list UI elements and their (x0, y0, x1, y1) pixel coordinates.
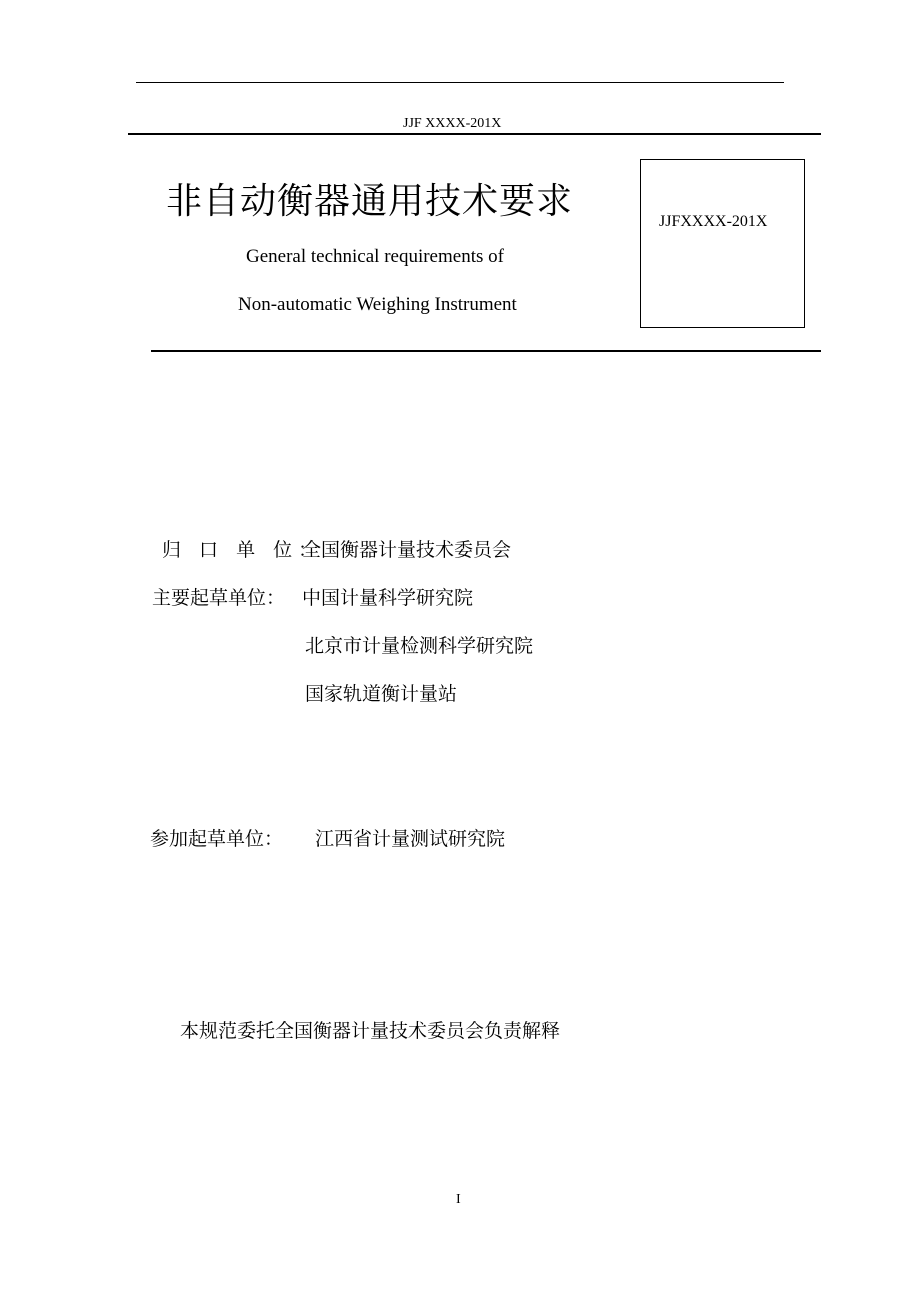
document-code-box (640, 159, 805, 328)
main-drafting-unit-3: 国家轨道衡计量站 (305, 683, 458, 705)
main-drafting-unit-1: 中国计量科学研究院 (302, 587, 474, 609)
english-title-line-1: General technical requirements of (246, 246, 504, 267)
english-title-line-2: Non-automatic Weighing Instrument (238, 294, 517, 315)
responsible-unit-label: 归 口 单 位： (162, 539, 324, 561)
interpretation-statement: 本规范委托全国衡器计量技术委员会负责解释 (180, 1020, 561, 1042)
title-bottom-rule (151, 350, 821, 352)
page-number: I (456, 1192, 461, 1207)
participating-drafting-label: 参加起草单位： (150, 828, 284, 850)
responsible-unit-value: 全国衡器计量技术委员会 (302, 539, 512, 561)
main-drafting-label: 主要起草单位： (152, 587, 286, 609)
document-code: JJF XXXX-201X (403, 116, 502, 131)
document-code-box-text: JJFXXXX-201X (659, 213, 768, 230)
participating-drafting-unit: 江西省计量测试研究院 (315, 828, 506, 850)
chinese-title: 非自动衡器通用技术要求 (166, 181, 574, 222)
top-rule (136, 82, 784, 83)
main-drafting-unit-2: 北京市计量检测科学研究院 (305, 635, 534, 657)
header-rule (128, 133, 821, 135)
